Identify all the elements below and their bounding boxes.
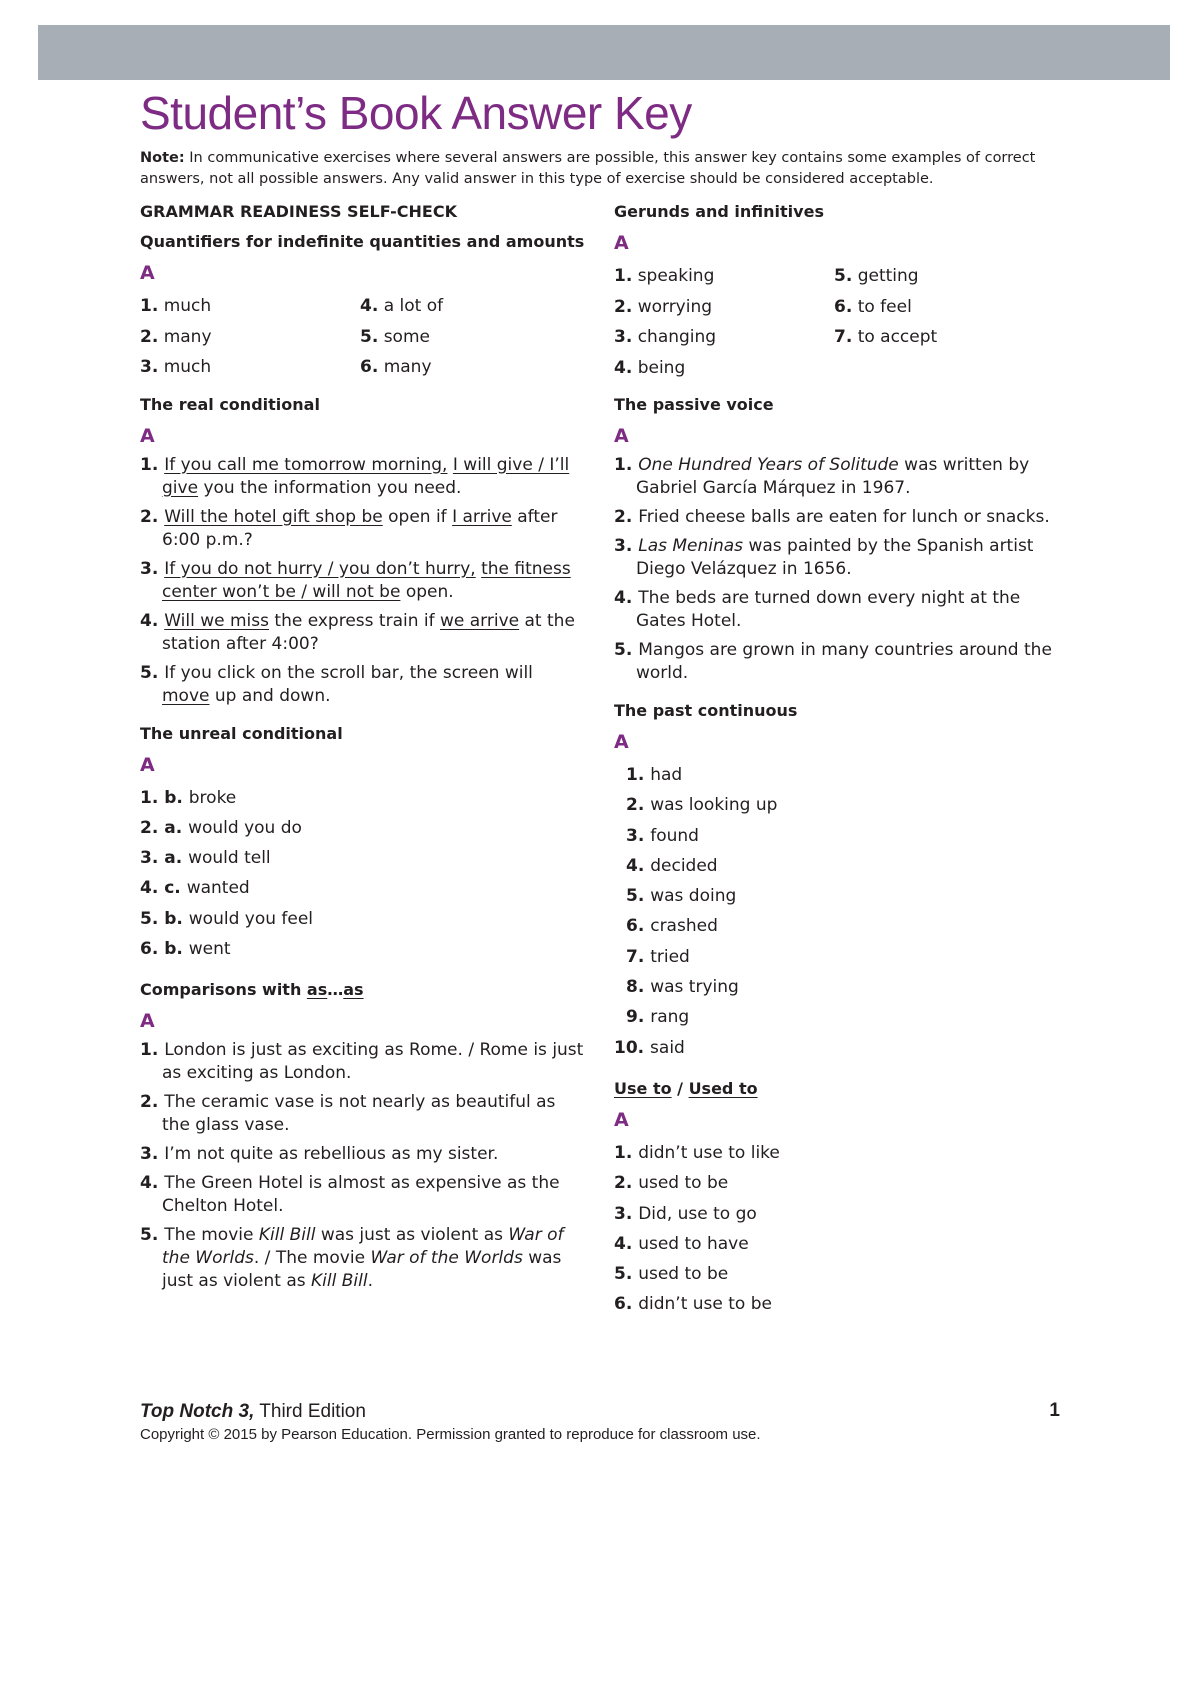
- answer-text: to feel: [852, 296, 912, 317]
- answer-item: [614, 942, 1064, 972]
- note-label: Note:: [140, 150, 185, 166]
- answer-number: 2.: [614, 507, 639, 527]
- answer-number: 5.: [834, 266, 853, 286]
- unreal-conditional-answers: [140, 783, 585, 965]
- page-number: 1: [1049, 1400, 1060, 1421]
- answer-text: If you do not hurry / you don’t hurry,: [164, 558, 476, 579]
- answer-text: Will we miss: [164, 610, 269, 631]
- answer-text: being: [632, 357, 686, 378]
- answer-text: the express train if: [269, 610, 440, 631]
- header-bar: [38, 25, 1170, 80]
- answer-item: [614, 353, 834, 384]
- answer-text: said: [650, 1037, 685, 1058]
- answer-number: 6.: [626, 916, 651, 937]
- answer-number: 2.: [614, 1173, 639, 1194]
- passive-answers: [614, 454, 1064, 685]
- footer-book-title: Top Notch 3,: [140, 1401, 255, 1422]
- answer-text: was written by Gabriel García Márquez in 1967.: [636, 455, 1030, 498]
- answer-number: 5.: [140, 908, 165, 929]
- answer-item: [614, 535, 1064, 581]
- answer-text: I’m not quite as rebellious as my sister.: [164, 1144, 499, 1165]
- footer: [140, 1400, 1060, 1446]
- answer-number: 5.: [614, 640, 639, 660]
- answer-item: [614, 1168, 1064, 1198]
- answer-number: 2.: [626, 795, 651, 816]
- answer-text: was doing: [650, 886, 737, 907]
- answer-option: c.: [164, 878, 187, 899]
- answer-item: [614, 851, 1064, 881]
- right-column: [614, 200, 1064, 1334]
- answer-number: 7.: [626, 946, 651, 967]
- quantifiers-title: Quantifiers for indefinite quantities and amounts: [140, 232, 585, 251]
- grammar-heading: GRAMMAR READINESS SELF-CHECK: [140, 202, 457, 221]
- answer-item: [140, 873, 585, 903]
- answer-number: 3.: [614, 327, 633, 347]
- answer-text: Kill Bill: [311, 1271, 368, 1292]
- answer-number: 1.: [140, 296, 159, 316]
- answer-item: [140, 291, 360, 322]
- answer-number: 2.: [140, 506, 165, 527]
- answer-text: changing: [632, 327, 717, 347]
- answer-item: [614, 881, 1064, 911]
- exercise-letter: A: [140, 262, 155, 284]
- answer-number: 4.: [614, 588, 639, 608]
- answer-item: [140, 558, 585, 604]
- answer-text: many: [378, 357, 432, 377]
- answer-number: 7.: [834, 327, 853, 347]
- answer-text: you the information you need.: [198, 477, 462, 498]
- answer-text: didn’t use to be: [638, 1294, 772, 1315]
- answer-number: 2.: [140, 817, 165, 838]
- use-to-title-sep: /: [671, 1078, 689, 1098]
- answer-text: The beds are turned down every night at the Gates Hotel.: [636, 588, 1021, 631]
- exercise-letter: A: [614, 731, 629, 753]
- answer-text: The Green Hotel is almost as expensive as the Chelton Hotel.: [162, 1173, 560, 1217]
- answer-number: 1.: [614, 455, 639, 475]
- answer-text: The ceramic vase is not nearly as beautiful as the glass vase.: [162, 1092, 556, 1136]
- answer-text: One Hundred Years of Solitude: [638, 455, 899, 475]
- answer-item: [614, 1289, 1064, 1319]
- answer-text: move: [162, 685, 210, 706]
- answer-number: 5.: [614, 1264, 639, 1285]
- answer-number: 4.: [140, 1173, 165, 1194]
- answer-number: 5.: [140, 1225, 165, 1246]
- answer-text: broke: [188, 787, 237, 808]
- answer-item: [614, 1138, 1064, 1168]
- answer-item: [834, 292, 1054, 323]
- answer-item: [614, 790, 1064, 820]
- answer-text: tried: [650, 946, 690, 967]
- answer-text: up and down.: [209, 685, 331, 706]
- answer-number: 9.: [626, 1007, 651, 1028]
- answer-item: [614, 1199, 1064, 1229]
- answer-number: 3.: [140, 1144, 165, 1165]
- answer-number: 5.: [626, 886, 651, 907]
- answer-text: was trying: [650, 977, 739, 998]
- answer-item: [360, 291, 580, 322]
- real-conditional-answers: [140, 454, 585, 708]
- exercise-letter: A: [614, 425, 629, 447]
- answer-option: a.: [164, 848, 189, 869]
- answer-option: b.: [164, 908, 189, 929]
- answer-item: [140, 610, 585, 656]
- answer-text: a lot of: [378, 296, 444, 316]
- note: [140, 148, 1040, 190]
- real-conditional-title: The real conditional: [140, 394, 320, 414]
- answer-number: 1.: [140, 1040, 165, 1061]
- answer-number: 8.: [626, 977, 651, 998]
- answer-item: [140, 813, 585, 843]
- comparisons-title-dots: …: [327, 980, 344, 1000]
- answer-number: 6.: [834, 296, 853, 317]
- answer-number: 1.: [614, 1142, 639, 1163]
- answer-text: to accept: [852, 327, 938, 347]
- answer-text: was painted by the Spanish artist Diego Velázquez in 1656.: [636, 536, 1034, 579]
- answer-item: [614, 972, 1064, 1002]
- answer-text: Kill Bill: [258, 1225, 316, 1246]
- answer-text: Las Meninas: [638, 536, 744, 556]
- answer-text: wanted: [186, 878, 250, 899]
- left-column: [140, 200, 585, 1307]
- answer-number: 3.: [614, 536, 639, 556]
- answer-item: [614, 454, 1064, 500]
- answer-text: If you call me tomorrow morning,: [164, 454, 448, 475]
- answer-text: open if: [382, 506, 453, 527]
- answer-item: [140, 1143, 585, 1166]
- exercise-letter: A: [140, 1010, 155, 1033]
- answer-item: [140, 934, 585, 964]
- answer-item: [140, 1172, 585, 1218]
- answer-text: .: [367, 1271, 373, 1292]
- answer-number: 1.: [140, 787, 165, 808]
- answer-item: [140, 783, 585, 813]
- answer-text: many: [158, 326, 212, 347]
- answer-number: 4.: [140, 610, 165, 631]
- unreal-conditional-title: The unreal conditional: [140, 723, 343, 743]
- exercise-letter: A: [614, 1108, 629, 1131]
- answer-text: used to be: [638, 1264, 729, 1285]
- answer-text: was just as violent as: [162, 1248, 562, 1292]
- answer-item: [614, 587, 1064, 633]
- answer-item: [614, 821, 1064, 851]
- answer-item: [614, 1033, 1064, 1063]
- answer-text: used to be: [638, 1173, 729, 1194]
- answer-text: after 6:00 p.m.?: [162, 506, 558, 550]
- answer-item: [140, 1224, 585, 1293]
- answer-text: London is just as exciting as Rome. / Rome is just as exciting as London.: [162, 1040, 584, 1084]
- answer-item: [140, 454, 585, 500]
- answer-number: 1.: [626, 765, 651, 785]
- answer-number: 6.: [614, 1294, 639, 1315]
- answer-text: went: [188, 938, 231, 959]
- answer-text: would you feel: [188, 908, 314, 929]
- answer-item: [834, 261, 1054, 292]
- answer-text: The movie: [164, 1225, 259, 1246]
- answer-text: Did, use to go: [638, 1203, 757, 1224]
- answer-number: 4.: [626, 855, 651, 876]
- answer-text: some: [378, 326, 430, 347]
- footer-book: [140, 1400, 1060, 1424]
- answer-text: didn’t use to like: [638, 1142, 780, 1163]
- answer-text: much: [158, 357, 212, 377]
- answer-number: 5.: [360, 326, 379, 347]
- answer-item: [614, 760, 1064, 790]
- answer-item: [614, 911, 1064, 941]
- answer-item: [140, 1091, 585, 1137]
- answer-item: [614, 1259, 1064, 1289]
- use-to-title: [614, 1077, 1064, 1100]
- use-to-title-part: Used to: [688, 1078, 758, 1098]
- answer-number: 2.: [140, 326, 159, 347]
- passive-title: The passive voice: [614, 395, 774, 414]
- answer-text: found: [650, 825, 699, 846]
- answer-item: [834, 353, 1054, 384]
- answer-number: 10.: [614, 1037, 651, 1058]
- exercise-letter: A: [140, 753, 155, 776]
- answer-number: 2.: [614, 296, 633, 317]
- exercise-letter: A: [140, 424, 155, 447]
- answer-text: used to have: [638, 1233, 749, 1254]
- answer-text: If you click on the scroll bar, the screen will: [164, 662, 533, 683]
- comparisons-title-prefix: Comparisons with: [140, 980, 307, 1000]
- answer-number: 3.: [140, 357, 159, 377]
- gerunds-title: Gerunds and infinitives: [614, 202, 824, 221]
- answer-item: [140, 662, 585, 708]
- answer-text: Mangos are grown in many countries around the world.: [636, 640, 1052, 683]
- answer-item: [140, 1039, 585, 1085]
- comparisons-answers: [140, 1039, 585, 1293]
- answer-text: we arrive: [440, 610, 520, 631]
- answer-item: [834, 322, 1054, 353]
- answer-text: War of the Worlds: [370, 1248, 523, 1269]
- answer-option: b.: [164, 938, 189, 959]
- answer-item: [140, 352, 360, 383]
- answer-item: [140, 322, 360, 353]
- quantifiers-answers: [140, 291, 585, 383]
- answer-text: at the station after 4:00?: [162, 610, 575, 654]
- answer-option: a.: [164, 817, 189, 838]
- answer-text: getting: [852, 266, 919, 286]
- answer-number: 5.: [140, 662, 165, 683]
- comparisons-title: [140, 978, 585, 1001]
- answer-text: War of the Worlds: [162, 1225, 564, 1269]
- exercise-letter: A: [614, 232, 629, 254]
- answer-number: 4.: [140, 878, 165, 899]
- answer-item: [360, 322, 580, 353]
- answer-item: [614, 322, 834, 353]
- answer-number: 4.: [614, 1233, 639, 1254]
- answer-text: I will give / I’ll give: [162, 454, 570, 498]
- answer-text: open.: [400, 581, 454, 602]
- answer-text: crashed: [650, 916, 718, 937]
- answer-item: [140, 506, 585, 552]
- answer-text: had: [650, 765, 683, 785]
- answer-number: 6.: [140, 938, 165, 959]
- footer-edition: Third Edition: [254, 1401, 366, 1422]
- answer-text: much: [158, 296, 212, 316]
- answer-text: Will the hotel gift shop be: [164, 506, 383, 527]
- note-text: In communicative exercises where several answers are possible, this answer key contains some examples of correct answers, not all possible answers. Any valid answer in this type of exercise should be considered acceptable.: [140, 150, 1036, 187]
- answer-text: would you do: [188, 817, 302, 838]
- answer-item: [360, 352, 580, 383]
- answer-item: [614, 292, 834, 323]
- answer-text: worrying: [632, 296, 713, 317]
- answer-number: 1.: [614, 266, 633, 286]
- answer-text: decided: [650, 855, 718, 876]
- answer-text: Fried cheese balls are eaten for lunch or snacks.: [638, 507, 1050, 527]
- answer-number: 3.: [140, 558, 165, 579]
- comparisons-title-as: as: [343, 980, 364, 1000]
- past-continuous-title: The past continuous: [614, 701, 798, 720]
- answer-text: speaking: [632, 266, 715, 286]
- answer-number: 4.: [614, 357, 633, 378]
- answer-number: 3.: [626, 825, 651, 846]
- answer-text: would tell: [188, 848, 271, 869]
- answer-text: rang: [650, 1007, 690, 1028]
- answer-number: 2.: [140, 1092, 165, 1113]
- answer-text: was looking up: [650, 795, 778, 816]
- answer-number: 1.: [140, 454, 165, 475]
- answer-number: 3.: [614, 1203, 639, 1224]
- answer-text: . / The movie: [253, 1248, 371, 1269]
- past-continuous-answers: [614, 760, 1064, 1063]
- answer-item: [614, 1002, 1064, 1032]
- use-to-title-part: Use to: [614, 1078, 672, 1098]
- comparisons-title-as: as: [306, 980, 328, 1000]
- answer-item: [614, 1229, 1064, 1259]
- answer-text: I arrive: [452, 506, 512, 527]
- answer-text: was just as violent as: [315, 1225, 509, 1246]
- answer-item: [614, 639, 1064, 685]
- answer-number: 6.: [360, 357, 379, 377]
- use-to-answers: [614, 1138, 1064, 1320]
- answer-option: b.: [164, 787, 189, 808]
- answer-item: [614, 261, 834, 292]
- answer-text: the fitness center won’t be / will not be: [162, 558, 571, 602]
- answer-number: 4.: [360, 296, 379, 316]
- answer-item: [614, 506, 1064, 529]
- answer-item: [140, 904, 585, 934]
- answer-item: [140, 843, 585, 873]
- gerunds-answers: [614, 261, 1064, 383]
- copyright: Copyright © 2015 by Pearson Education. Permission granted to reproduce for classroom use.: [140, 1426, 761, 1443]
- page-title: Student’s Book Answer Key: [140, 87, 692, 139]
- answer-number: 3.: [140, 848, 165, 869]
